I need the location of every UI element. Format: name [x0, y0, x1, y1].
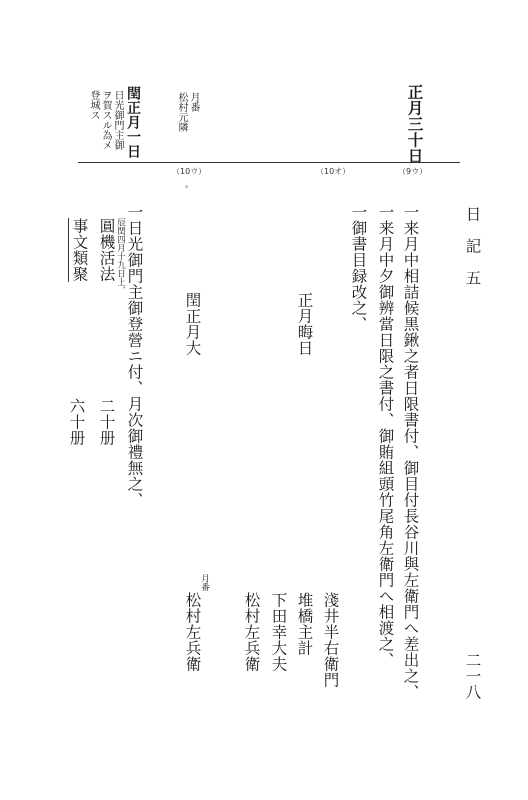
source-note: 辰閏四月十九日上、 [115, 218, 126, 295]
signer-name: 下田幸大夫 [269, 592, 288, 672]
signer-name: 堆橋主計 [295, 592, 314, 656]
book-header: 日 記 五 [463, 206, 482, 286]
entry-line: 一来月中夕御辨當日限之書付、御賄組頭竹尾角左衛門へ相渡之、 [376, 204, 395, 668]
page-marker: （10オ） [316, 167, 351, 176]
duty-label: 月番 [188, 92, 199, 112]
note-line: ヲ賀スル為メ [100, 90, 111, 150]
source-count: 六十册 [67, 398, 86, 446]
page-marker: （9ウ） [398, 167, 428, 176]
note-line: 登城ス [88, 90, 99, 120]
entry-line: 一来月中相詰候黒鍬之者日限書付、御目付長谷川與左衛門へ差出之、 [401, 204, 420, 700]
duty-name: 松村左兵衛 [183, 592, 202, 672]
entry-line: 一日光御門主御登營ニ付、月次御禮無之、 [125, 204, 144, 508]
source-count: 二十册 [97, 398, 116, 446]
margin-note [88, 90, 122, 150]
note-line: 日光御門主御 [112, 90, 123, 150]
duty-label: 月番 [199, 574, 210, 591]
source-title: 事文類聚 [68, 218, 87, 282]
source-title: 圓機活法 [97, 218, 116, 282]
page-marker: （10ウ） [172, 167, 207, 176]
duty-note-1 [176, 92, 198, 132]
dot-mark: 。 [185, 180, 195, 190]
date-heading: 閏正月一日 [125, 86, 141, 159]
header-rule [78, 162, 460, 163]
page-number: 二一八 [463, 652, 482, 700]
date-line: 正月晦日 [295, 292, 314, 356]
signer-name: 松村左兵衛 [242, 592, 261, 672]
date-line: 閏正月大 [183, 292, 202, 356]
entry-line: 一御書目録改之、 [349, 204, 368, 332]
duty-name: 松村元隣 [176, 92, 187, 132]
date-heading: 正月三十日 [405, 84, 425, 164]
signer-name: 淺井半右衛門 [321, 592, 340, 688]
